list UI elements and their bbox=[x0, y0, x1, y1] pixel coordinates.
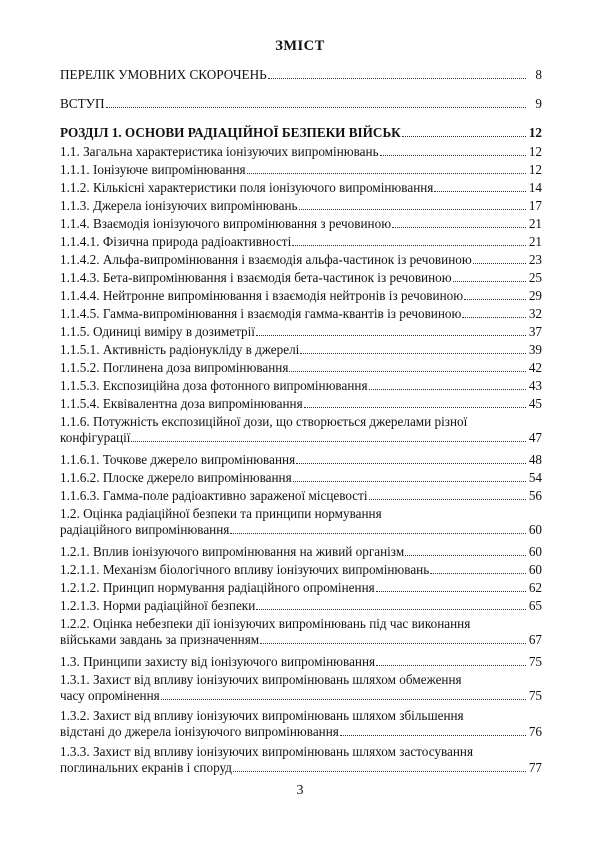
toc-entry-row bbox=[60, 360, 542, 376]
toc-page-number: 32 bbox=[528, 306, 542, 321]
toc-entry-title: 1.2.1.3. Норми радіаційної безпеки bbox=[60, 598, 256, 613]
dot-leader bbox=[256, 334, 526, 336]
toc-entry-row bbox=[60, 452, 542, 468]
toc-entry bbox=[60, 414, 542, 446]
toc-entry bbox=[60, 252, 542, 268]
dot-leader bbox=[464, 298, 526, 300]
toc-entry-title: 1.1. Загальна характеристика іонізуючих випромінювань bbox=[60, 144, 379, 159]
toc-entry-title: 1.1.1. Іонізуюче випромінювання bbox=[60, 162, 246, 177]
toc-entry bbox=[60, 562, 542, 578]
dot-leader bbox=[369, 498, 526, 500]
toc-entry-title: 1.1.5. Одиниці виміру в дозиметрії bbox=[60, 324, 255, 339]
dot-leader bbox=[376, 664, 526, 666]
toc-entry-title: 1.1.5.3. Експозиційна доза фотонного випромінювання bbox=[60, 378, 368, 393]
toc-page-number: 76 bbox=[528, 724, 542, 739]
toc-entry-title: 1.1.4.2. Альфа-випромінювання і взаємодія альфа-частинок із речовиною bbox=[60, 252, 472, 267]
toc-entry-title: 1.1.6.2. Плоске джерело випромінювання bbox=[60, 470, 292, 485]
toc-entry-title: 1.1.6.3. Гамма-поле радіоактивно зараженої місцевості bbox=[60, 488, 368, 503]
dot-leader bbox=[260, 642, 526, 644]
dot-leader bbox=[296, 462, 526, 464]
toc-entry-row bbox=[60, 562, 542, 578]
toc-entry-title-continuation: конфігурації bbox=[60, 430, 131, 445]
toc-entry-row bbox=[60, 470, 542, 486]
toc-entry bbox=[60, 580, 542, 596]
dot-leader bbox=[462, 316, 526, 318]
toc-entry-row bbox=[60, 580, 542, 596]
dot-leader bbox=[247, 172, 526, 174]
toc-entry-title: 1.1.2. Кількісні характеристики поля іонізуючого випромінювання bbox=[60, 180, 434, 195]
toc-entry-title: 1.2.1.1. Механізм біологічного впливу іонізуючих випромінювань bbox=[60, 562, 430, 577]
dot-leader bbox=[299, 208, 526, 210]
toc-entry-title: 1.3.3. Захист від впливу іонізуючих випромінювань шляхом застосування bbox=[60, 744, 474, 759]
toc-entry-title: 1.2. Оцінка радіаційної безпеки та принципи нормування bbox=[60, 506, 382, 521]
dot-leader bbox=[293, 480, 526, 482]
toc-entry bbox=[60, 288, 542, 304]
toc-entry-title: 1.1.5.4. Еквівалентна доза випромінювання bbox=[60, 396, 303, 411]
toc-entry bbox=[60, 324, 542, 340]
toc-entry-title: 1.2.1.2. Принцип нормування радіаційного опромінення bbox=[60, 580, 375, 595]
toc-entry-row bbox=[60, 760, 542, 776]
dot-leader bbox=[392, 226, 526, 228]
page-number: 3 bbox=[296, 783, 304, 798]
toc-entry-row bbox=[60, 430, 542, 446]
dot-leader bbox=[304, 406, 526, 408]
toc-entry-row bbox=[60, 632, 542, 648]
dot-leader bbox=[131, 440, 526, 442]
toc-page-number: 65 bbox=[528, 598, 542, 613]
toc-entry bbox=[60, 306, 542, 322]
toc-entry-row bbox=[60, 270, 542, 286]
toc-entry-row bbox=[60, 180, 542, 196]
toc-page-number: 17 bbox=[528, 198, 542, 213]
toc-page-number: 77 bbox=[528, 760, 542, 775]
toc-entry-row bbox=[60, 306, 542, 322]
toc-entry bbox=[60, 378, 542, 394]
toc-entry-title: РОЗДІЛ 1. ОСНОВИ РАДІАЦІЙНОЇ БЕЗПЕКИ ВІЙСЬК bbox=[60, 125, 401, 140]
toc-entry bbox=[60, 396, 542, 412]
dot-leader bbox=[340, 734, 526, 736]
dot-leader bbox=[268, 77, 526, 79]
toc-page-number: 37 bbox=[528, 324, 542, 339]
toc-page-number: 60 bbox=[528, 522, 542, 537]
toc-entry-title-continuation: відстані до джерела іонізуючого випромінювання bbox=[60, 724, 339, 739]
toc-entry-title: 1.1.5.2. Поглинена доза випромінювання bbox=[60, 360, 289, 375]
toc-page-number: 42 bbox=[528, 360, 542, 375]
dot-leader bbox=[289, 370, 526, 372]
toc-page-number: 29 bbox=[528, 288, 542, 303]
toc-entry-row bbox=[60, 724, 542, 740]
toc-entry bbox=[60, 125, 542, 141]
toc-entry bbox=[60, 544, 542, 560]
toc-page-number: 47 bbox=[528, 430, 542, 445]
dot-leader bbox=[380, 154, 526, 156]
dot-leader bbox=[430, 572, 526, 574]
toc-entry bbox=[60, 144, 542, 160]
toc-entry-row bbox=[60, 378, 542, 394]
toc-entry-title: 1.1.4. Взаємодія іонізуючого випромінювання з речовиною bbox=[60, 216, 392, 231]
dot-leader bbox=[161, 698, 526, 700]
toc-entry-title-continuation: радіаційного випромінювання bbox=[60, 522, 230, 537]
toc-entry bbox=[60, 270, 542, 286]
toc-entry-title: 1.1.4.1. Фізична природа радіоактивності bbox=[60, 234, 292, 249]
toc-entry bbox=[60, 672, 542, 704]
toc-entry-title: 1.1.5.1. Активність радіонукліду в джерелі bbox=[60, 342, 300, 357]
dot-leader bbox=[473, 262, 526, 264]
toc-entry-title: 1.3. Принципи захисту від іонізуючого випромінювання bbox=[60, 654, 376, 669]
toc-page-number: 39 bbox=[528, 342, 542, 357]
toc-entry-row bbox=[60, 67, 542, 83]
toc-entry-title: ПЕРЕЛІК УМОВНИХ СКОРОЧЕНЬ bbox=[60, 67, 267, 82]
toc-entry-title-continuation: поглинальних екранів і споруд bbox=[60, 760, 232, 775]
toc-page-number: 14 bbox=[528, 180, 542, 195]
toc-entry-row bbox=[60, 216, 542, 232]
toc-page-number: 8 bbox=[535, 67, 542, 82]
toc-page-number: 21 bbox=[528, 216, 542, 231]
toc-entry-title: 1.1.3. Джерела іонізуючих випромінювань bbox=[60, 198, 298, 213]
dot-leader bbox=[300, 352, 526, 354]
toc-page-number: 75 bbox=[528, 654, 542, 669]
toc-page-number: 48 bbox=[528, 452, 542, 467]
toc-page-number: 43 bbox=[528, 378, 542, 393]
dot-leader bbox=[106, 106, 526, 108]
toc-entry-row bbox=[60, 688, 542, 704]
toc-entry-title: 1.2.2. Оцінка небезпеки дії іонізуючих випромінювань під час виконання bbox=[60, 616, 471, 631]
toc-entry-row bbox=[60, 544, 542, 560]
toc-entry-row bbox=[60, 162, 542, 178]
toc-entry bbox=[60, 598, 542, 614]
toc-entry bbox=[60, 488, 542, 504]
toc-page-number: 12 bbox=[528, 125, 542, 140]
toc-page-number: 67 bbox=[528, 632, 542, 647]
toc-page-number: 12 bbox=[528, 162, 542, 177]
toc-entry bbox=[60, 744, 542, 776]
dot-leader bbox=[453, 280, 526, 282]
toc-entry-title: 1.3.2. Захист від впливу іонізуючих випромінювань шляхом збільшення bbox=[60, 708, 464, 723]
toc-entry bbox=[60, 708, 542, 740]
toc-page-number: 60 bbox=[528, 562, 542, 577]
toc-entry bbox=[60, 342, 542, 358]
toc-entry bbox=[60, 198, 542, 214]
toc-entry bbox=[60, 234, 542, 250]
toc-entry-row bbox=[60, 488, 542, 504]
dot-leader bbox=[256, 608, 526, 610]
toc-entry-title: 1.1.4.4. Нейтронне випромінювання і взаємодія нейтронів із речовиною bbox=[60, 288, 464, 303]
toc-entry bbox=[60, 96, 542, 112]
toc-entry bbox=[60, 506, 542, 538]
toc-page-number: 25 bbox=[528, 270, 542, 285]
toc-entry-title: 1.2.1. Вплив іонізуючого випромінювання на живий організм bbox=[60, 544, 405, 559]
dot-leader bbox=[233, 770, 526, 772]
toc-entry bbox=[60, 654, 542, 670]
toc-entry-row bbox=[60, 598, 542, 614]
toc-entry bbox=[60, 360, 542, 376]
toc-page-number: 54 bbox=[528, 470, 542, 485]
toc-entry bbox=[60, 67, 542, 83]
toc-entry bbox=[60, 452, 542, 468]
dot-leader bbox=[434, 190, 526, 192]
toc-page-number: 62 bbox=[528, 580, 542, 595]
toc-entry-row bbox=[60, 342, 542, 358]
toc-entry-title: 1.1.6. Потужність експозиційної дози, що створюється джерелами різної bbox=[60, 414, 468, 429]
toc-page-number: 56 bbox=[528, 488, 542, 503]
toc-entry-row bbox=[60, 96, 542, 112]
dot-leader bbox=[369, 388, 526, 390]
toc-page-number: 75 bbox=[528, 688, 542, 703]
toc-entry-title: ВСТУП bbox=[60, 96, 105, 111]
toc-entry-title: 1.1.4.3. Бета-випромінювання і взаємодія бета-частинок із речовиною bbox=[60, 270, 452, 285]
dot-leader bbox=[230, 532, 526, 534]
toc-entry bbox=[60, 180, 542, 196]
toc-entry-row bbox=[60, 396, 542, 412]
toc-entry-row bbox=[60, 324, 542, 340]
toc-page-number: 12 bbox=[528, 144, 542, 159]
toc-entry-row bbox=[60, 654, 542, 670]
toc-page-number: 9 bbox=[535, 96, 542, 111]
toc-entry-row bbox=[60, 288, 542, 304]
dot-leader bbox=[402, 135, 526, 137]
toc-entry-row bbox=[60, 198, 542, 214]
toc-entry-row bbox=[60, 125, 542, 141]
toc-entry-title: 1.1.6.1. Точкове джерело випромінювання bbox=[60, 452, 296, 467]
toc-entry-row bbox=[60, 252, 542, 268]
toc-page-number: 21 bbox=[528, 234, 542, 249]
dot-leader bbox=[405, 554, 526, 556]
toc-entry-row bbox=[60, 144, 542, 160]
toc-page-number: 60 bbox=[528, 544, 542, 559]
toc-entry-title: 1.1.4.5. Гамма-випромінювання і взаємодія гамма-квантів із речовиною bbox=[60, 306, 462, 321]
toc-page-number: 45 bbox=[528, 396, 542, 411]
toc-title: ЗМІСТ bbox=[275, 38, 325, 54]
toc-entry bbox=[60, 216, 542, 232]
dot-leader bbox=[376, 590, 526, 592]
toc-page-number: 23 bbox=[528, 252, 542, 267]
dot-leader bbox=[292, 244, 526, 246]
toc-entry bbox=[60, 616, 542, 648]
toc-entry-row bbox=[60, 234, 542, 250]
toc-entry bbox=[60, 162, 542, 178]
toc-entry-title-continuation: часу опромінення bbox=[60, 688, 160, 703]
toc-entry-title-continuation: військами завдань за призначенням bbox=[60, 632, 260, 647]
toc-entry-title: 1.3.1. Захист від впливу іонізуючих випромінювань шляхом обмеження bbox=[60, 672, 462, 687]
toc-entry bbox=[60, 470, 542, 486]
toc-entry-row bbox=[60, 522, 542, 538]
